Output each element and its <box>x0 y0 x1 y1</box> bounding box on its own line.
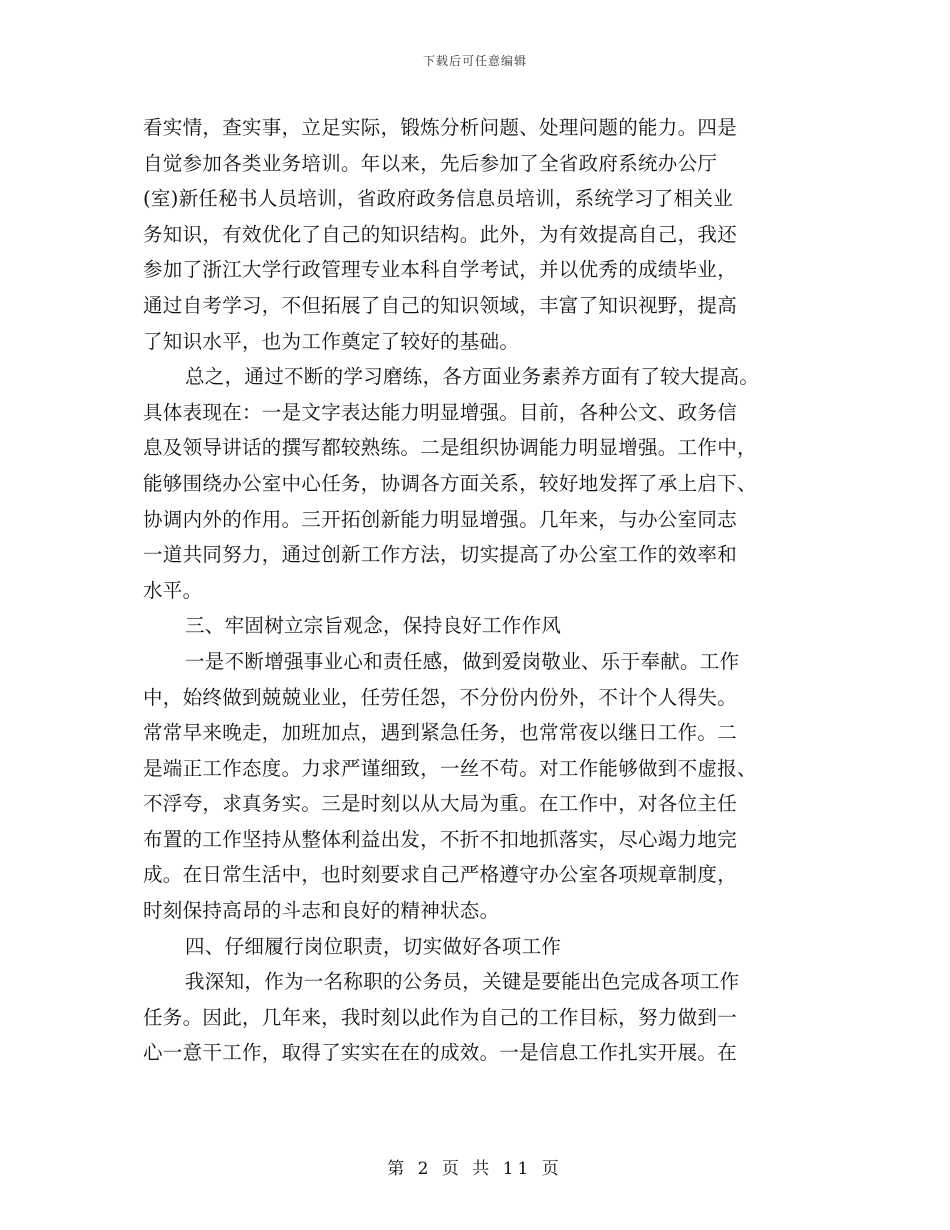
text-line: 息及领导讲话的撰写都较熟练。二是组织协调能力明显增强。工作中， <box>143 436 757 460</box>
text-line: 参加了浙江大学行政管理专业本科自学考试，并以优秀的成绩毕业， <box>143 258 738 282</box>
text-line: 务知识，有效优化了自己的知识结构。此外，为有效提高自己，我还 <box>143 222 738 246</box>
text-line: 能够围绕办公室中心任务，协调各方面关系，较好地发挥了承上启下、 <box>143 471 757 495</box>
document-body <box>143 110 803 1071</box>
page-number-footer: 第 2 页 共 11 页 <box>387 1159 563 1179</box>
text-line: 看实情，查实事，立足实际，锻炼分析问题、处理问题的能力。四是 <box>143 116 738 139</box>
section-heading: 四、仔细履行岗位职责，切实做好各项工作 <box>185 934 562 958</box>
text-line: 通过自考学习，不但拓展了自己的知识领域，丰富了知识视野，提高 <box>143 293 738 317</box>
text-line: 中，始终做到兢兢业业，任劳任怨，不分份内份外，不计个人得失。 <box>143 685 738 709</box>
text-line: 协调内外的作用。三开拓创新能力明显增强。几年来，与办公室同志 <box>143 507 738 531</box>
text-line: 任务。因此，几年来，我时刻以此作为自己的工作目标，努力做到一 <box>143 1005 738 1029</box>
text-line: (室)新任秘书人员培训，省政府政务信息员培训，系统学习了相关业 <box>143 187 734 211</box>
text-line: 布置的工作坚持从整体利益出发，不折不扣地抓落实，尽心竭力地完 <box>143 827 738 851</box>
text-line: 自觉参加各类业务培训。年以来，先后参加了全省政府系统办公厅 <box>143 151 718 175</box>
paragraph-start-line: 我深知，作为一名称职的公务员，关键是要能出色完成各项工作 <box>185 970 740 994</box>
text-line: 常常早来晚走，加班加点，遇到紧急任务，也常常夜以继日工作。二 <box>143 721 738 745</box>
section-heading: 三、牢固树立宗旨观念，保持良好工作作风 <box>185 614 562 638</box>
text-line: 一道共同努力，通过创新工作方法，切实提高了办公室工作的效率和 <box>143 543 738 567</box>
text-line: 是端正工作态度。力求严谨细致，一丝不苟。对工作能够做到不虚报、 <box>143 756 757 780</box>
text-line: 成。在日常生活中，也时刻要求自己严格遵守办公室各项规章制度， <box>143 863 738 887</box>
text-line: 水平。 <box>143 578 203 602</box>
paragraph-start-line: 总之，通过不断的学习磨练，各方面业务素养方面有了较大提高。 <box>185 365 760 389</box>
text-line: 了知识水平，也为工作奠定了较好的基础。 <box>143 329 520 353</box>
paragraph-start-line: 一是不断增强事业心和责任感，做到爱岗敬业、乐于奉献。工作 <box>185 649 740 673</box>
page-header: 下载后可任意编辑 <box>422 54 527 68</box>
text-line: 心一意干工作，取得了实实在在的成效。一是信息工作扎实开展。在 <box>143 1041 738 1065</box>
text-line: 具体表现在：一是文字表达能力明显增强。目前，各种公文、政务信 <box>143 400 738 424</box>
text-line: 不浮夸，求真务实。三是时刻以从大局为重。在工作中，对各位主任 <box>143 792 738 816</box>
text-line: 时刻保持高昂的斗志和良好的精神状态。 <box>143 899 500 923</box>
